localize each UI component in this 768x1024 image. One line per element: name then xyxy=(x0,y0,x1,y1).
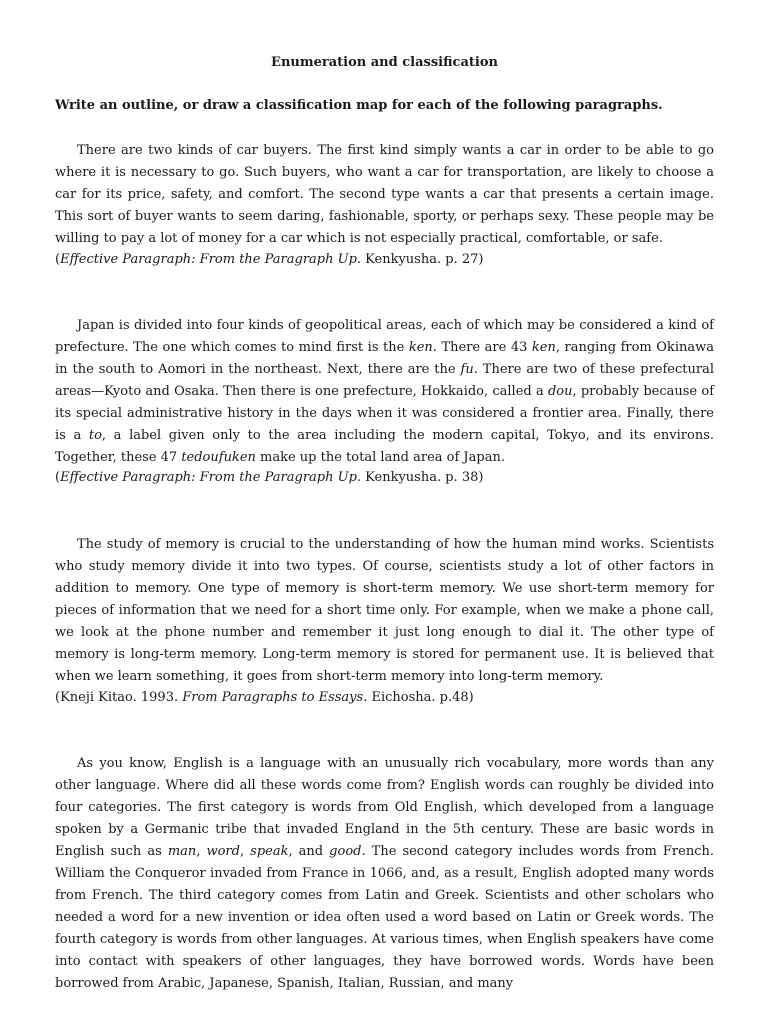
document-title: Enumeration and classification xyxy=(271,55,498,70)
citation-memory xyxy=(55,687,714,709)
text-run: , a label given only to the area including the modern capital, Tokyo, and its environs. Together, these 47 xyxy=(55,428,714,465)
italic-text: to xyxy=(88,428,102,443)
text-run: . There are 43 xyxy=(432,340,532,355)
text-run: Japan is divided into four kinds of geopolitical areas, each of which may be considered a kind of prefecture. The one which comes to mind first is the xyxy=(55,318,714,355)
text-run: ( xyxy=(55,470,61,485)
italic-text: tedoufuken xyxy=(181,450,256,465)
italic-text: dou xyxy=(547,384,573,399)
text-run: make up the total land area of Japan. xyxy=(255,450,505,465)
text-run: , and xyxy=(288,844,330,859)
text-run: ( xyxy=(55,252,61,267)
paragraph-japan-prefectures xyxy=(55,315,714,469)
text-run: , xyxy=(239,844,251,859)
text-run: , probably because of its special administrative history in the days when it was considered a frontier area. Finally, there is a xyxy=(55,384,714,443)
text-run: As you know, English is a language with an unusually rich vocabulary, more words than any other language. Where did all these words come from? English words can roughly be divided into four categories. The first category is words from Old English, which developed from a language spoken by a Germanic tribe that invaded England in the 5th century. These are basic words in English such as xyxy=(55,756,714,859)
paragraph-memory xyxy=(55,534,714,688)
text-run: . The second category includes words from French. William the Conqueror invaded from France in 1066, and, as a result, English adopted many words from French. The third category comes from Latin and Greek. Scientists and other scholars who needed a word for a new invention or idea often used a word based on Latin or Greek words. The fourth category is words from other languages. At various times, when English speakers have come into contact with speakers of other languages, they have borrowed words. Words have been borrowed from Arabic, Japanese, Spanish, Italian, Russian, and many xyxy=(55,844,714,991)
text-run: There are two kinds of car buyers. The first kind simply wants a car in order to be able to go where it is necessary to go. Such buyers, who want a car for transportation, are likely to choose a car for its price, safety, and comfort. The second type wants a car that presents a certain image. This sort of buyer wants to seem daring, fashionable, sporty, or perhaps sexy. These people may be willing to pay a lot of money for a car which is not especially practical, comfortable, or safe. xyxy=(55,143,714,246)
text-run: The study of memory is crucial to the understanding of how the human mind works. Scientists who study memory divide it into two types. Of course, scientists study a lot of other factors in addition to memory. One type of memory is short-term memory. We use short-term memory for pieces of information that we need for a short time only. For example, when we make a phone call, we look at the phone number and remember it just long enough to dial it. The other type of memory is long-term memory. Long-term memory is stored for permanent use. It is believed that when we learn something, it goes from short-term memory into long-term memory. xyxy=(55,537,714,684)
italic-text: man xyxy=(167,844,197,859)
italic-text: good xyxy=(329,844,362,859)
text-run: . Eichosha. p.48) xyxy=(363,690,474,705)
paragraph-english-vocabulary xyxy=(55,753,714,995)
italic-text: From Paragraphs to Essays xyxy=(182,690,364,705)
text-run: . There are two of these prefectural areas—Kyoto and Osaka. Then there is one prefecture, Hokkaido, called a xyxy=(55,362,715,399)
text-run: , ranging from Okinawa in the south to Aomori in the northeast. Next, there are the xyxy=(55,340,714,377)
citation-japan-prefectures xyxy=(55,467,714,489)
paragraph-car-buyers xyxy=(55,140,714,250)
italic-text: word xyxy=(206,844,240,859)
italic-text: ken xyxy=(408,340,433,355)
italic-text: speak xyxy=(250,844,289,859)
italic-text: fu xyxy=(460,362,474,377)
citation-car-buyers xyxy=(55,249,714,271)
text-run: , xyxy=(196,844,207,859)
text-run: . Kenkyusha. p. 38) xyxy=(356,470,484,485)
text-run: . Kenkyusha. p. 27) xyxy=(356,252,484,267)
text-run: (Kneji Kitao. 1993. xyxy=(55,690,183,705)
italic-text: ken xyxy=(531,340,556,355)
italic-text: Effective Paragraph: From the Paragraph Up xyxy=(60,252,357,267)
document-instruction: Write an outline, or draw a classification map for each of the following paragraphs. xyxy=(55,98,663,113)
italic-text: Effective Paragraph: From the Paragraph Up xyxy=(60,470,357,485)
